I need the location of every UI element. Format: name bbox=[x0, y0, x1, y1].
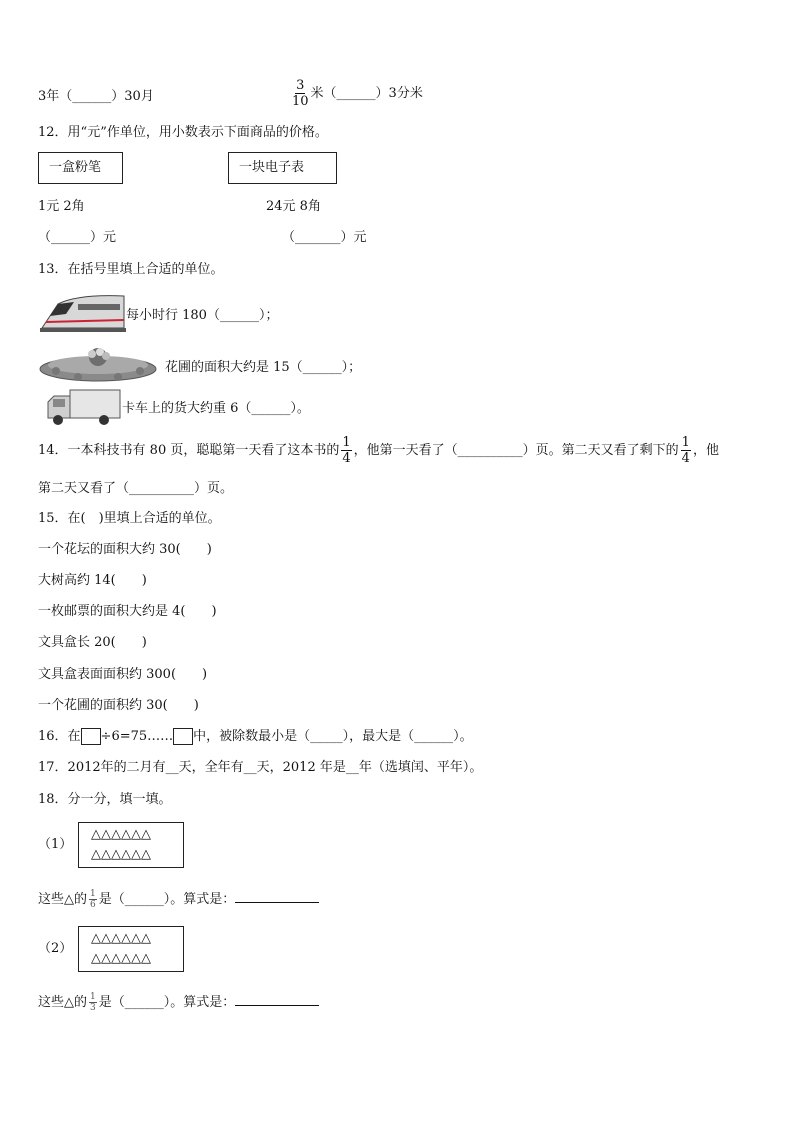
fraction: $\frac{3}{10}$ bbox=[292, 78, 309, 109]
q14-line1: 14．一本科技书有 80 页，聪聪第一天看了这本书的 $\frac{1}{4}$ ，他第一天看了（__________）页。第二天又看了剩下的 $\frac{1}{4}$ ，他 bbox=[38, 435, 719, 466]
fraction-sixth: $\frac{1}{6}$ bbox=[90, 889, 96, 910]
train-image bbox=[38, 290, 128, 336]
item-watch-box: 一块电子表 bbox=[228, 152, 337, 184]
q12-prompt: 12．用“元”作单位，用小数表示下面商品的价格。 bbox=[38, 125, 328, 140]
q16-line: 16．在 ÷6=75…… 中，被除数最小是（_____），最大是（______）。 bbox=[38, 729, 473, 744]
q13-line3: 卡车上的货大约重 6（______）。 bbox=[122, 401, 310, 416]
triangle-row: △△△△△△ bbox=[91, 827, 151, 842]
q17-line: 17．2012年的二月有__天，全年有__天，2012 年是__年（选填闰、平年）。 bbox=[38, 760, 483, 775]
q11-right: $\frac{3}{10}$ 米（______）3分米 bbox=[292, 78, 423, 109]
q15-item: 一枚邮票的面积大约是 4( ) bbox=[38, 604, 217, 619]
q15-item: 文具盒表面面积约 300( ) bbox=[38, 667, 208, 682]
triangle-box-2 bbox=[78, 926, 184, 972]
triangle-row: △△△△△△ bbox=[91, 847, 151, 862]
q15-item: 文具盒长 20( ) bbox=[38, 635, 147, 650]
q12-answer1: （______）元 bbox=[38, 230, 117, 245]
item-chalk-box: 一盒粉笔 bbox=[38, 152, 123, 184]
triangle-row: △△△△△△ bbox=[91, 951, 151, 966]
answer-square[interactable] bbox=[173, 728, 193, 745]
truck-image bbox=[44, 388, 122, 428]
triangle-row: △△△△△△ bbox=[91, 931, 151, 946]
q13-line2: 花圃的面积大约是 15（______）； bbox=[165, 360, 362, 375]
q12-price2: 24元 8角 bbox=[266, 199, 321, 214]
q18-part1-label: （1） bbox=[38, 837, 73, 852]
formula-blank[interactable] bbox=[235, 991, 319, 1006]
q18-answer1: 这些△的 $\frac{1}{6}$ 是（______）。算式是： bbox=[38, 888, 319, 911]
fraction-third: $\frac{1}{3}$ bbox=[90, 992, 96, 1013]
answer-square[interactable] bbox=[81, 728, 101, 745]
q18-part2-label: （2） bbox=[38, 941, 73, 956]
q11-left: 3年（______）30月 bbox=[38, 89, 154, 104]
q18-answer2: 这些△的 $\frac{1}{3}$ 是（______）。算式是： bbox=[38, 991, 319, 1014]
q15-prompt: 15．在( )里填上合适的单位。 bbox=[38, 511, 221, 526]
fraction-quarter: $\frac{1}{4}$ bbox=[342, 435, 351, 466]
q18-prompt: 18．分一分，填一填。 bbox=[38, 792, 172, 807]
fraction-quarter-2: $\frac{1}{4}$ bbox=[681, 435, 690, 466]
q15-item: 大树高约 14( ) bbox=[38, 573, 147, 588]
q15-item: 一个花坛的面积大约 30( ) bbox=[38, 542, 212, 557]
q12-answer2: （_______）元 bbox=[282, 230, 367, 245]
q12-price1: 1元 2角 bbox=[38, 199, 85, 214]
triangle-box-1 bbox=[78, 822, 184, 868]
q13-prompt: 13．在括号里填上合适的单位。 bbox=[38, 262, 224, 277]
flower-garden-image bbox=[38, 345, 158, 383]
q13-line1: 每小时行 180（______）； bbox=[126, 308, 279, 323]
q14-line2: 第二天又看了（__________）页。 bbox=[38, 481, 234, 496]
formula-blank[interactable] bbox=[235, 888, 319, 903]
q15-item: 一个花圃的面积约 30( ) bbox=[38, 698, 199, 713]
